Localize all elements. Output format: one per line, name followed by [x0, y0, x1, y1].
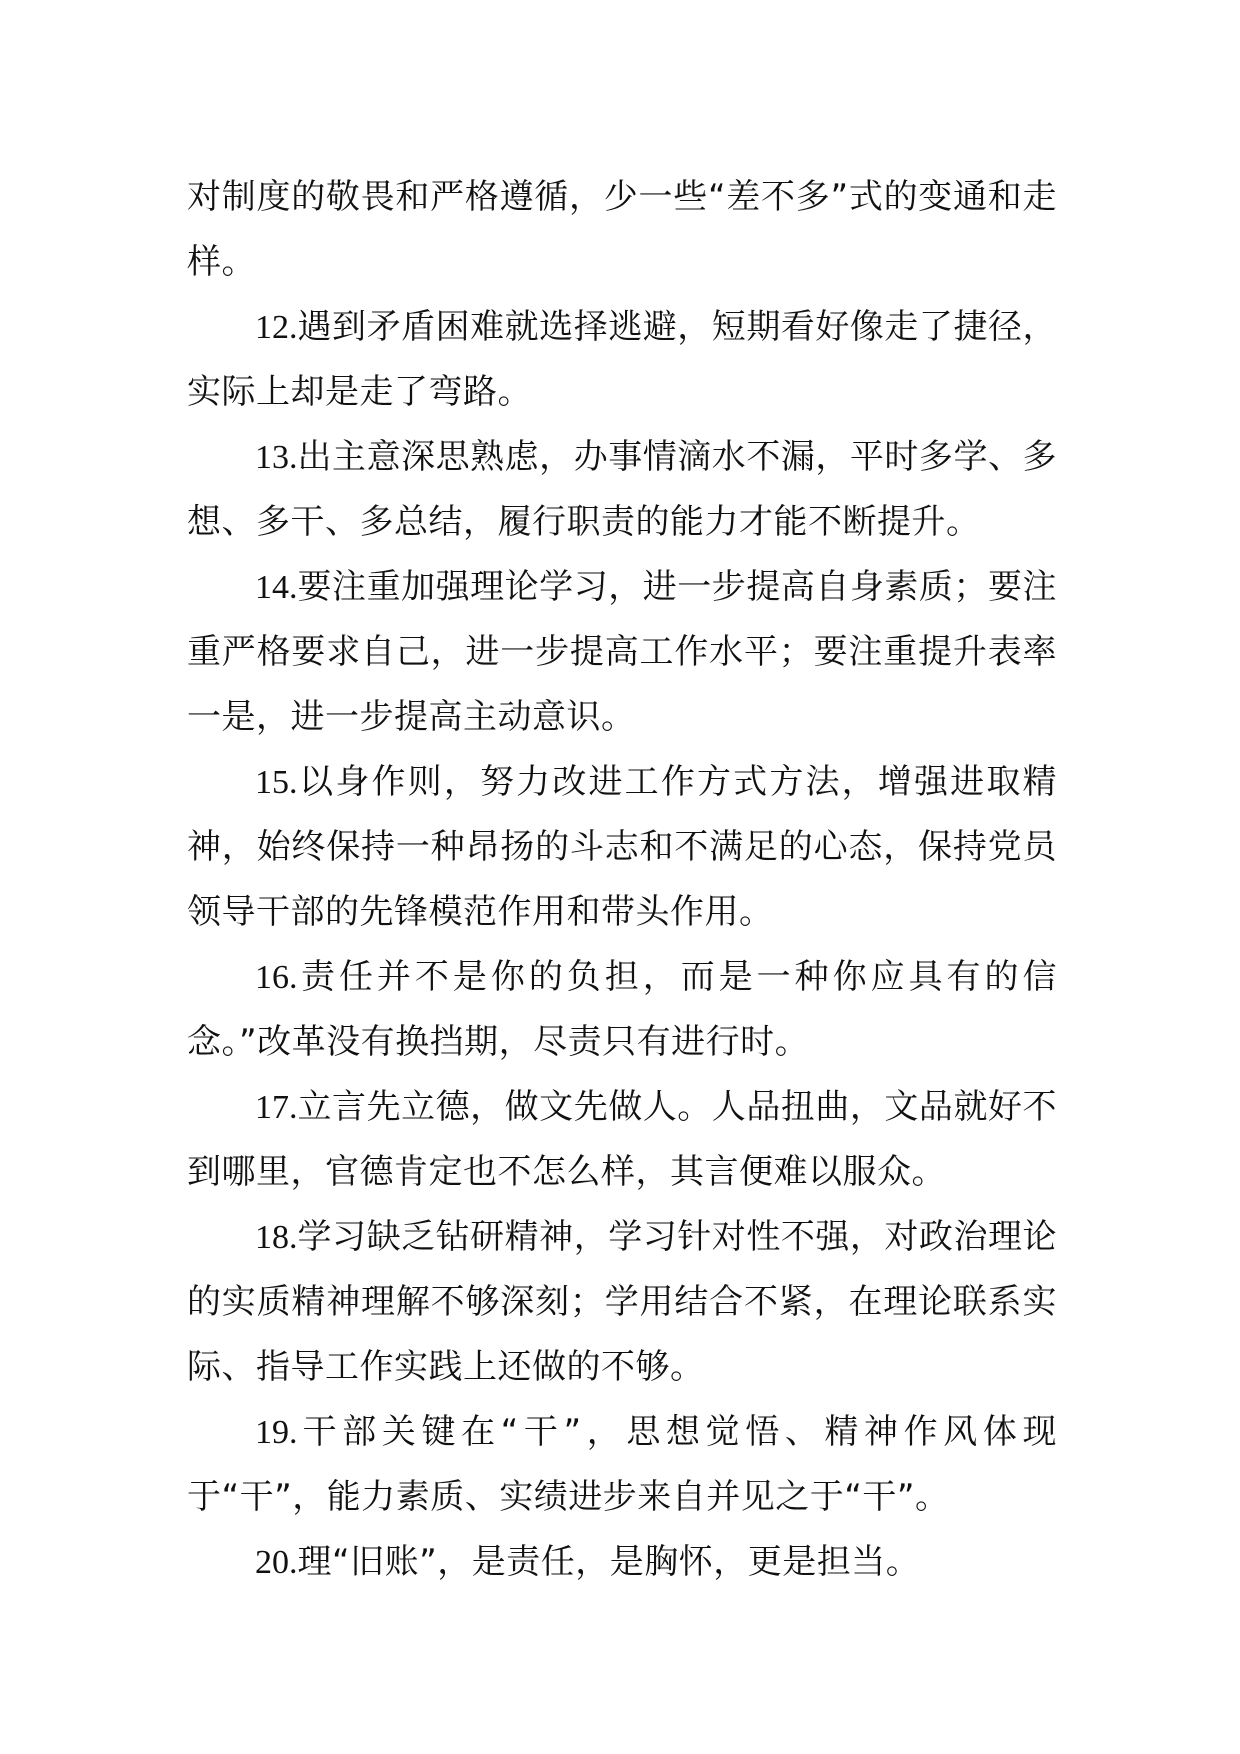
paragraph-number: 19. — [255, 1414, 298, 1451]
paragraph-text: 责任并不是你的负担，而是一种你应具有的信念。”改革没有换挡期，尽责只有进行时。 — [187, 957, 1057, 1062]
paragraph-17 — [187, 1075, 1057, 1205]
paragraph-12 — [187, 295, 1057, 425]
paragraph-text: 要注重加强理论学习，进一步提高自身素质；要注重严格要求自己，进一步提高工作水平；要注重提升表率一是，进一步提高主动意识。 — [187, 567, 1057, 737]
paragraph-number: 15. — [255, 764, 298, 801]
paragraph-text: 遇到矛盾困难就选择逃避，短期看好像走了捷径，实际上却是走了弯路。 — [187, 307, 1057, 412]
paragraph-text: 学习缺乏钻研精神，学习针对性不强，对政治理论的实质精神理解不够深刻；学用结合不紧，在理论联系实际、指导工作实践上还做的不够。 — [187, 1217, 1057, 1387]
paragraph-text: 干部关键在“干”，思想觉悟、精神作风体现于“干”，能力素质、实绩进步来自并见之于“干”。 — [187, 1412, 1057, 1517]
paragraph-number: 16. — [255, 959, 298, 996]
paragraph-number: 17. — [255, 1089, 298, 1126]
paragraph-20 — [187, 1530, 1057, 1595]
paragraph-number: 20. — [255, 1544, 298, 1581]
document-body — [187, 165, 1057, 1595]
paragraph-13 — [187, 425, 1057, 555]
paragraph-text: 理“旧账”，是责任，是胸怀，更是担当。 — [297, 1542, 921, 1582]
paragraph-number: 13. — [255, 439, 298, 476]
paragraph-number: 12. — [255, 309, 298, 346]
paragraph-text: 对制度的敬畏和严格遵循，少一些“差不多”式的变通和走样。 — [187, 177, 1057, 282]
paragraph-text: 出主意深思熟虑，办事情滴水不漏，平时多学、多想、多干、多总结，履行职责的能力才能不断提升。 — [187, 437, 1057, 542]
paragraph-19 — [187, 1400, 1057, 1530]
paragraph-number: 18. — [255, 1219, 298, 1256]
paragraph-14 — [187, 555, 1057, 750]
paragraph-continuation — [187, 165, 1057, 295]
paragraph-18 — [187, 1205, 1057, 1400]
paragraph-text: 以身作则，努力改进工作方式方法，增强进取精神，始终保持一种昂扬的斗志和不满足的心态，保持党员领导干部的先锋模范作用和带头作用。 — [187, 762, 1057, 932]
paragraph-text: 立言先立德，做文先做人。人品扭曲，文品就好不到哪里，官德肯定也不怎么样，其言便难以服众。 — [187, 1087, 1057, 1192]
paragraph-number: 14. — [255, 569, 298, 606]
paragraph-15 — [187, 750, 1057, 945]
paragraph-16 — [187, 945, 1057, 1075]
